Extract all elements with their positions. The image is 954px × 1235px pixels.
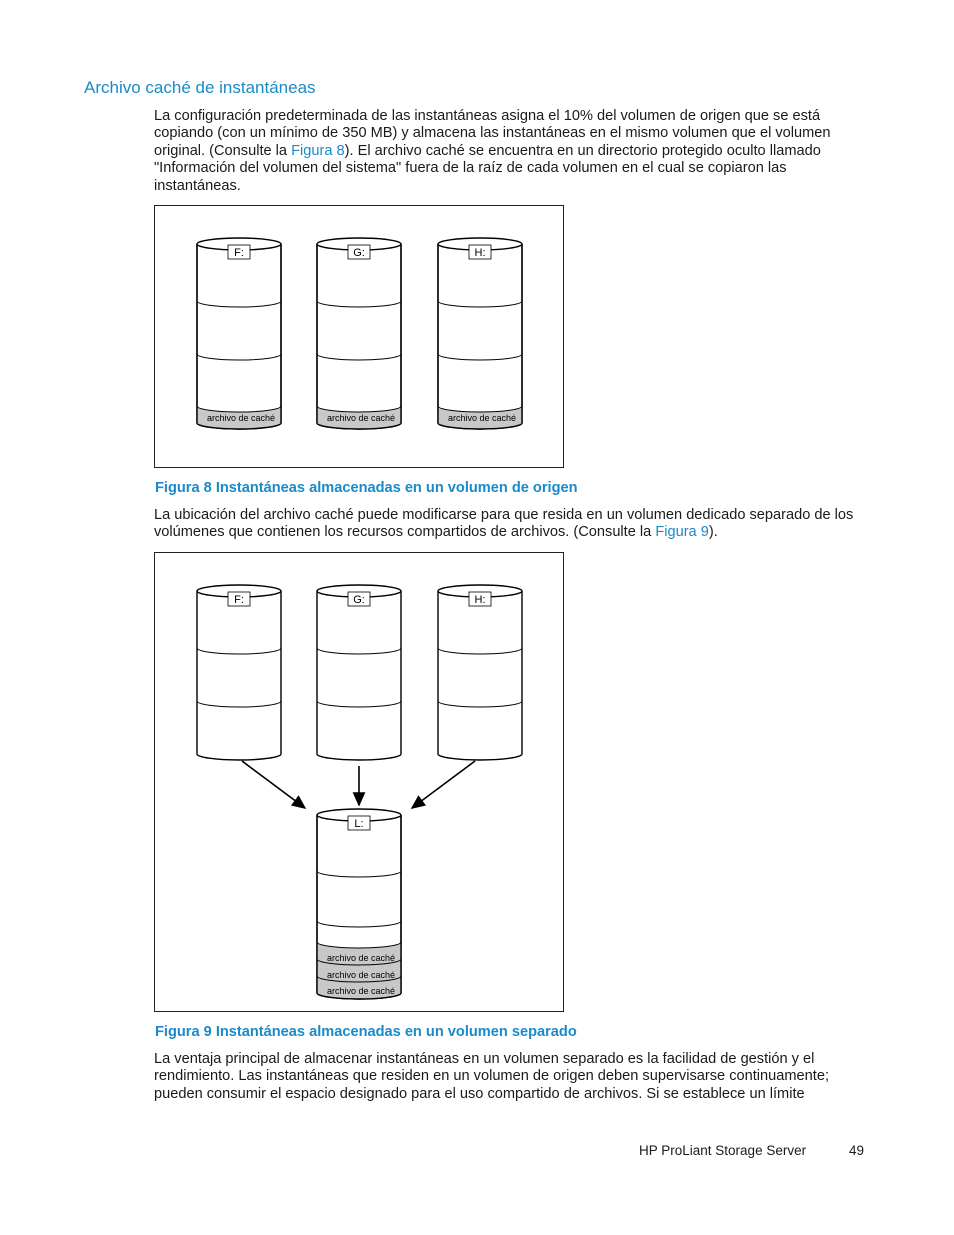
para2-text-a: La ubicación del archivo caché puede modificarse para que resida en un volumen dedicado separado de los volúmenes que contienen los recursos compartidos de archivos. (Consulte la xyxy=(154,507,854,541)
drive-label-h: H: xyxy=(474,247,486,259)
cache-label: archivo de caché xyxy=(447,413,517,423)
volume-f xyxy=(197,238,281,429)
figure-9-link[interactable]: Figura 9 xyxy=(655,524,709,541)
drive-label-h: H: xyxy=(474,594,486,606)
figure-9-caption: Figura 9 Instantáneas almacenadas en un volumen separado xyxy=(155,1024,577,1040)
volume-g xyxy=(317,585,401,760)
para1-text-a: La configuración predeterminada de las instantáneas asigna el 10% del volumen de origen que se está copiando (con un mínimo de 350 MB) y almacena las instantáneas en el mismo volumen que el volumen original. (Consulte la xyxy=(154,108,831,159)
paragraph-cache-location xyxy=(154,507,854,542)
volume-g xyxy=(317,238,401,429)
para2-text-b: ). xyxy=(708,524,718,541)
drive-label-f: F: xyxy=(234,594,244,606)
drive-label-g: G: xyxy=(353,247,365,259)
cache-label: archivo de caché xyxy=(326,413,396,423)
drive-label-l: L: xyxy=(354,818,364,830)
volume-f xyxy=(197,585,281,760)
cache-label: archivo de caché xyxy=(326,970,396,980)
figure-9-diagram xyxy=(154,552,564,1012)
figure-8-caption: Figura 8 Instantáneas almacenadas en un volumen de origen xyxy=(155,480,578,496)
page-number: 49 xyxy=(849,1143,865,1158)
cache-label: archivo de caché xyxy=(326,953,396,963)
cache-label: archivo de caché xyxy=(206,413,276,423)
figure-8-link[interactable]: Figura 8 xyxy=(291,142,345,159)
volume-h xyxy=(438,238,522,429)
footer-title: HP ProLiant Storage Server xyxy=(639,1143,807,1158)
arrow-f-to-l xyxy=(242,761,305,808)
figure-9-svg xyxy=(155,553,563,1011)
paragraph-advantage: La ventaja principal de almacenar instantáneas en un volumen separado es la facilidad de gestión y el rendimiento. Las instantáneas que residen en un volumen de origen deben supervisarse continuamente; pueden consumir el espacio designado para el uso compartido de archivos. Si se establece un límite xyxy=(154,1051,829,1102)
para1-text-b: ). El archivo caché se encuentra en un directorio protegido oculto llamado "Información del volumen del sistema" fuera de la raíz de cada volumen en el cual se copiaron las instantáneas. xyxy=(154,142,821,194)
drive-label-g: G: xyxy=(353,594,365,606)
figure-8-diagram xyxy=(154,205,564,468)
paragraph-default-config xyxy=(154,108,854,195)
volume-l xyxy=(317,809,401,999)
volume-h xyxy=(438,585,522,760)
section-heading: Archivo caché de instantáneas xyxy=(84,78,316,97)
cache-label: archivo de caché xyxy=(326,986,396,996)
drive-label-f: F: xyxy=(234,247,244,259)
arrow-h-to-l xyxy=(412,761,475,808)
figure-8-svg xyxy=(155,206,563,467)
